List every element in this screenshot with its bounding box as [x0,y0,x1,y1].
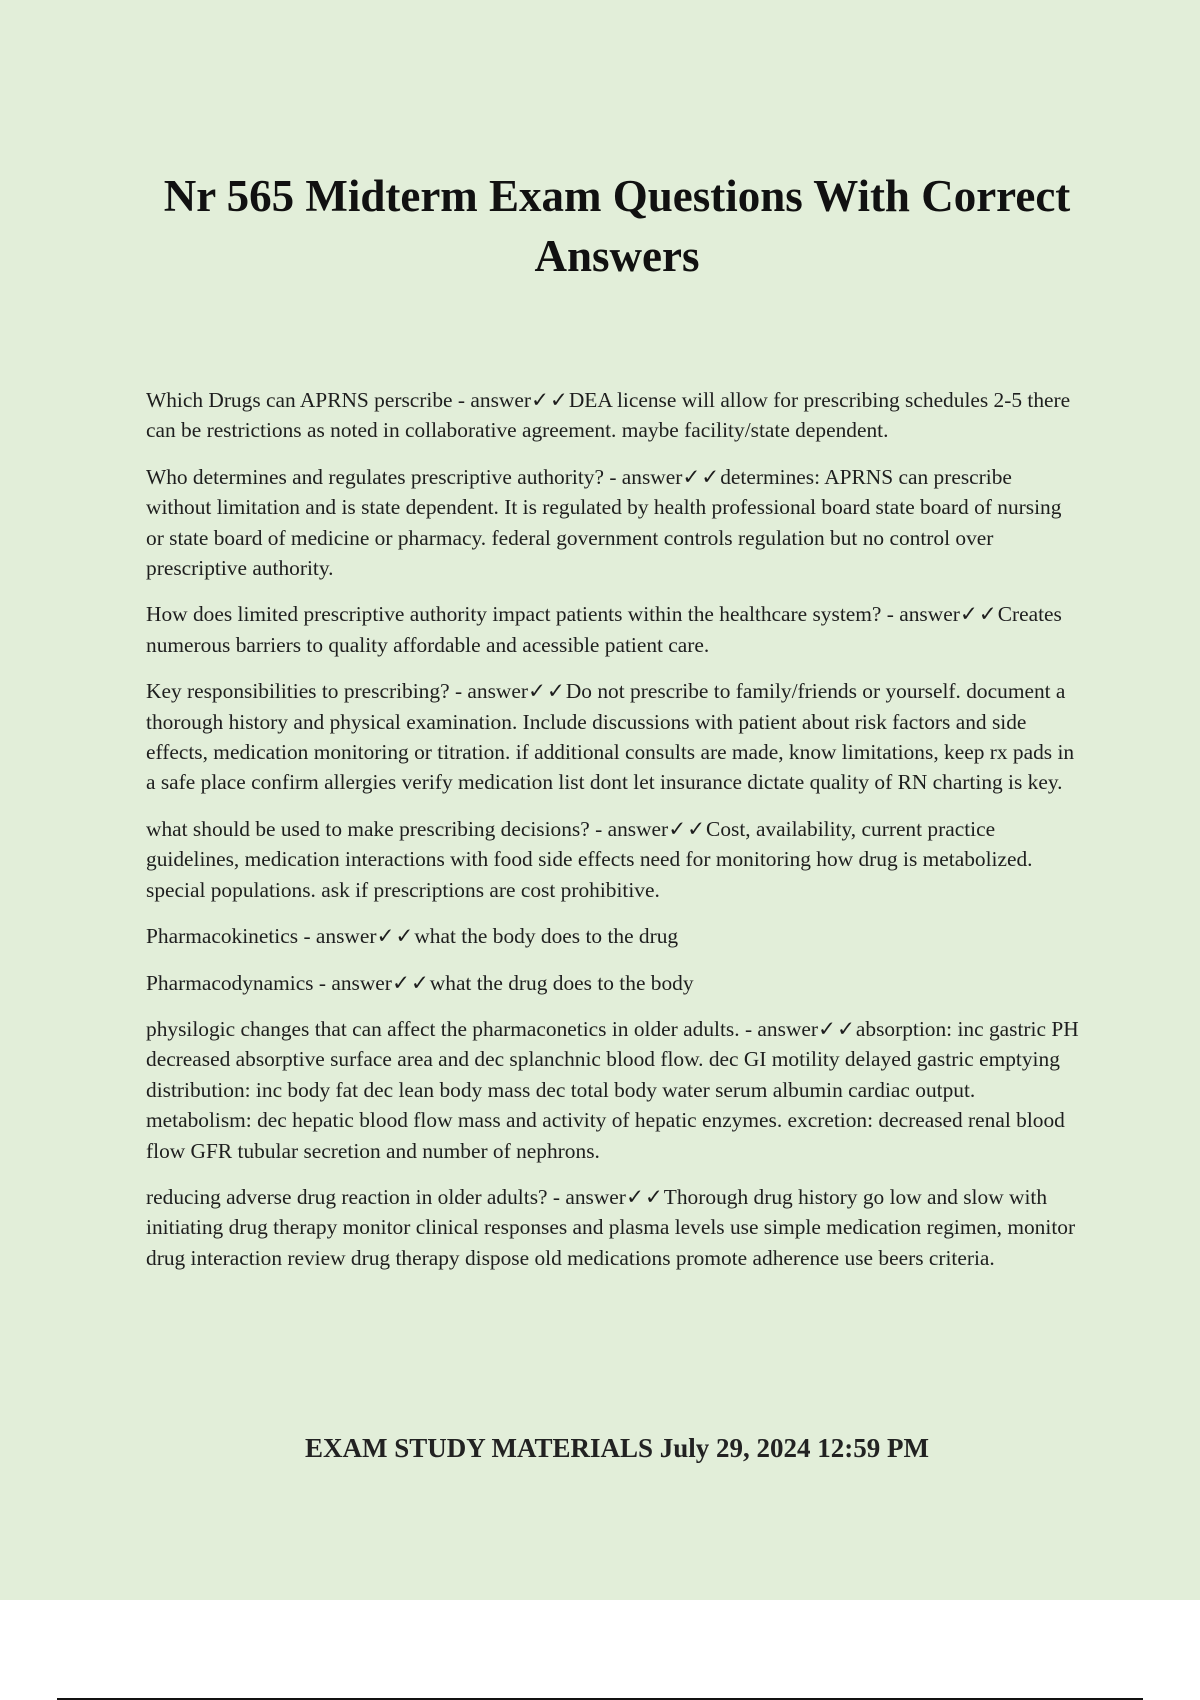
answer-marker: - answer [454,679,528,704]
qa-item [146,462,1082,584]
qa-item [146,814,1082,905]
double-check-icon: ✓✓ [376,924,415,949]
answer-marker: - answer [609,464,683,489]
question-text: How does limited prescriptive authority impact patients within the healthcare system? [146,602,882,627]
double-check-icon: ✓✓ [682,464,721,489]
qa-item [146,676,1082,798]
double-check-icon: ✓✓ [530,388,569,412]
double-check-icon: ✓✓ [668,816,707,841]
answer-marker: - answer [303,924,377,949]
question-text: reducing adverse drug reaction in older adults? [146,1184,548,1209]
answer-text: Do not prescribe to family/friends or yourself. document a thorough history and physical examination. Include discussions with patient about risk factors and side effects, medication monitoring or titration. if additional consults are made, know limitations, keep rx pads in a safe place confirm allergies verify medication list dont let insurance dictate quality of RN charting is key. [146,679,1075,795]
question-text: Pharmacokinetics [146,924,299,949]
qa-item [146,599,1082,660]
answer-text: Thorough drug history go low and slow with initiating drug therapy monitor clinical responses and plasma levels use simple medication regimen, monitor drug interaction review drug therapy dispose old medications promote adherence use beers criteria. [146,1184,1076,1270]
double-check-icon: ✓✓ [959,602,998,627]
answer-text: determines: APRNS can prescribe without limitation and is state dependent. It is regulated by health professional board state board of nursing or state board of medicine or pharmacy. federal government controls regulation but no control over prescriptive authority. [146,464,1062,581]
answer-marker: - answer [886,602,960,627]
question-text: physilogic changes that can affect the pharmaconetics in older adults. [146,1016,740,1041]
qa-item [146,921,1082,951]
qa-item [146,1014,1082,1166]
footer-text: EXAM STUDY MATERIALS July 29, 2024 12:59 PM [304,1433,930,1463]
answer-marker: - answer [744,1016,819,1041]
double-check-icon: ✓✓ [625,1184,664,1209]
answer-text: Cost, availability, current practice guidelines, medication interactions with food side effects need for monitoring how drug is metabolized. special populations. ask if prescriptions are cost prohibitive. [146,816,1033,902]
answer-marker: - answer [457,388,531,412]
answer-text: absorption: inc gastric PH decreased absorptive surface area and dec splanchnic blood flow. dec GI motility delayed gastric emptying distribution: inc body fat dec lean body mass dec total body water serum albumin cardiac output. metabolism: dec hepatic blood flow mass and activity of hepatic enzymes. excretion: decreased renal blood flow GFR tubular secretion and number of nephrons. [146,1016,1079,1163]
qa-item [146,1182,1082,1273]
question-text: Which Drugs can APRNS perscribe [146,388,453,412]
answer-text: what the drug does to the body [429,970,694,995]
answer-text: Creates numerous barriers to quality affordable and acessible patient care. [146,602,1062,657]
question-text: Pharmacodynamics [146,970,314,995]
answer-marker: - answer [318,970,392,995]
question-text: Who determines and regulates prescriptive authority? [146,464,604,489]
document-title: Nr 565 Midterm Exam Questions With Correct Answers [163,171,1071,281]
double-check-icon: ✓✓ [391,970,430,995]
double-check-icon: ✓✓ [818,1016,856,1041]
answer-text: DEA license will allow for prescribing schedules 2-5 there can be restrictions as noted in collaborative agreement. maybe facility/state dependent. [146,388,1071,443]
answer-marker: - answer [595,816,669,841]
qa-item [146,385,1082,446]
qa-item [146,968,1082,998]
qa-list [146,385,1082,1273]
answer-text: what the body does to the drug [414,924,679,949]
question-text: Key responsibilities to prescribing? [146,679,450,704]
double-check-icon: ✓✓ [528,679,566,704]
answer-marker: - answer [552,1184,626,1209]
question-text: what should be used to make prescribing decisions? [146,816,590,841]
